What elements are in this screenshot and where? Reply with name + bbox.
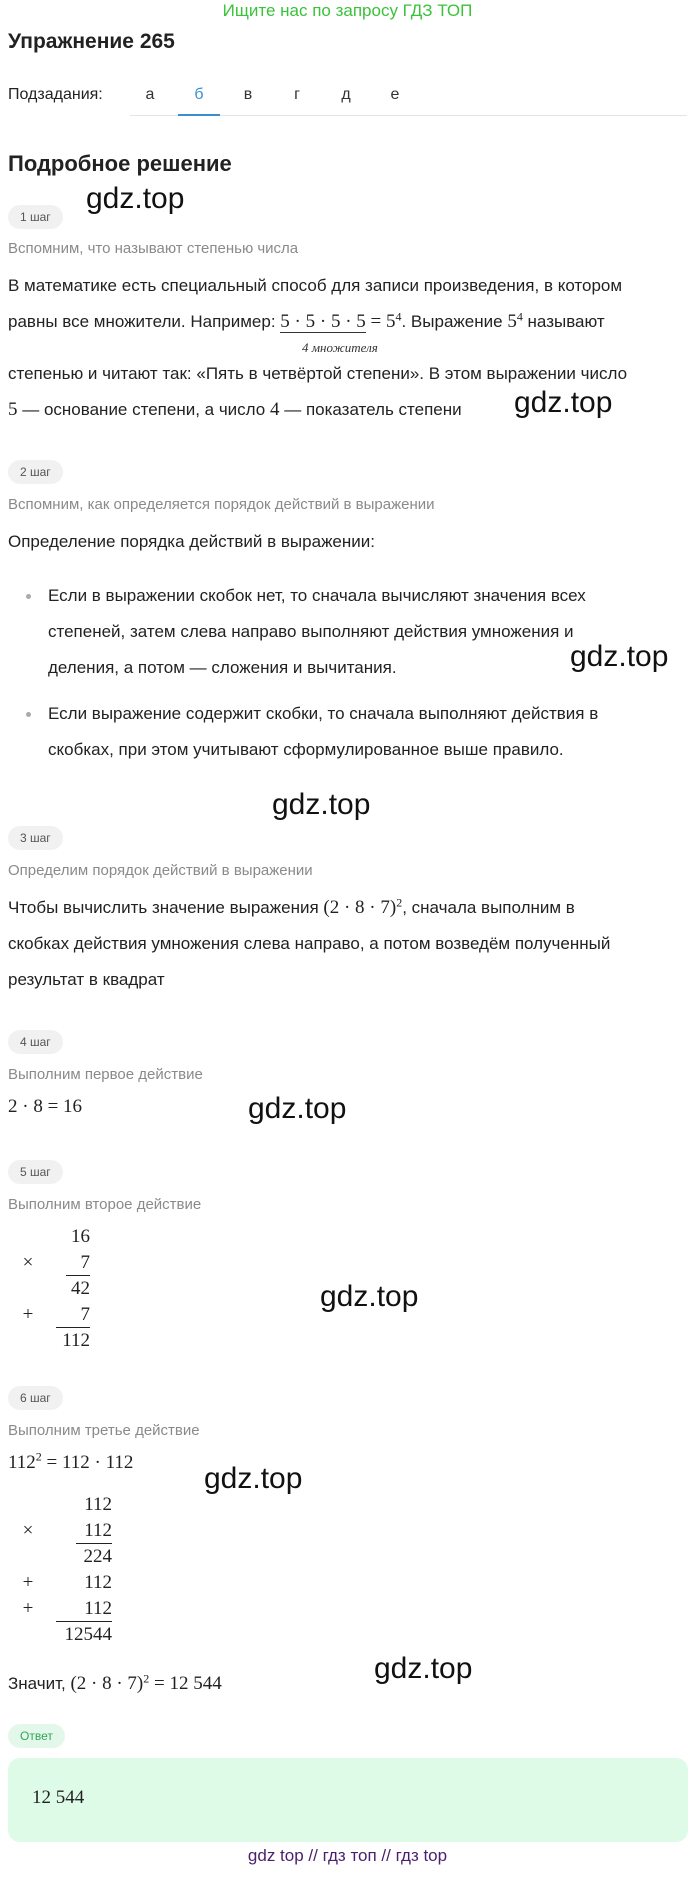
step3-text-b: , сначала выполним в bbox=[402, 898, 575, 917]
calc-row: 42 bbox=[71, 1278, 90, 1299]
expression-exponent: 2 bbox=[396, 895, 403, 910]
footer-links[interactable]: gdz top // гдз топ // гдз top bbox=[247, 1846, 448, 1865]
calc-row: 112 bbox=[84, 1520, 112, 1541]
square-base: 112 bbox=[8, 1452, 36, 1473]
calc-row: 112 bbox=[62, 1330, 90, 1351]
bullet2-line1: Если выражение содержит скобки, то сначала выполняют действия в bbox=[48, 704, 599, 723]
search-banner: Ищите нас по запросу ГДЗ ТОП bbox=[222, 1, 473, 20]
answer-badge: Ответ bbox=[8, 1724, 65, 1748]
step1-text-a: равны все множители. Например: bbox=[8, 312, 276, 331]
bullet1-line1: Если в выражении скобок нет, то сначала вычисляют значения всех bbox=[48, 586, 586, 605]
tab-b[interactable]: б bbox=[194, 86, 204, 103]
step-badge-4: 4 шаг bbox=[8, 1030, 63, 1054]
power-exponent: 4 bbox=[395, 309, 402, 324]
conclusion-exponent: 2 bbox=[143, 1671, 150, 1686]
page-title: Упражнение 265 bbox=[8, 30, 175, 53]
calc-row: 112 bbox=[84, 1598, 112, 1619]
watermark: gdz.top bbox=[248, 1092, 347, 1125]
answer-value: 12 544 bbox=[32, 1787, 85, 1808]
bullet2-line2: скобках, при этом учитывают сформулированное выше правило. bbox=[48, 740, 564, 759]
step3-line3: результат в квадрат bbox=[8, 970, 165, 989]
step1-text-line2 bbox=[8, 304, 688, 340]
step-badge-1: 1 шаг bbox=[8, 205, 63, 229]
step-badge-2: 2 шаг bbox=[8, 460, 63, 484]
bullet1-line3: деления, а потом — сложения и вычитания. bbox=[48, 658, 397, 677]
step1-text-e: — показатель степени bbox=[284, 400, 462, 419]
square-equation bbox=[8, 1449, 134, 1474]
step-title-3: Определим порядок действий в выражении bbox=[8, 862, 313, 879]
step-badge-6: 6 шаг bbox=[8, 1386, 63, 1410]
step1-text-b: . Выражение bbox=[401, 312, 503, 331]
tab-v[interactable]: в bbox=[243, 86, 253, 103]
power-base-exponent: 4 bbox=[516, 309, 523, 324]
tab-e[interactable]: е bbox=[390, 86, 400, 103]
exponent-four: 4 bbox=[269, 399, 280, 420]
conclusion-text: Значит, bbox=[8, 1674, 66, 1693]
watermark: gdz.top bbox=[320, 1280, 419, 1313]
answer-box bbox=[8, 1758, 688, 1842]
square-rest: = 112 · 112 bbox=[46, 1452, 134, 1473]
step1-text-line3: степенью и читают так: «Пять в четвёртой степени». В этом выражении число bbox=[8, 364, 628, 383]
watermark: gdz.top bbox=[272, 788, 371, 821]
step1-text-d: — основание степени, а число bbox=[22, 400, 266, 419]
calc-row: 224 bbox=[83, 1546, 112, 1567]
power-base: 5 bbox=[507, 311, 517, 332]
step3-line2: скобках действия умножения слева направо, а потом возведём полученный bbox=[8, 934, 611, 953]
product-expression: 5 · 5 · 5 · 5 bbox=[280, 311, 366, 332]
subtasks-label: Подзадания: bbox=[8, 86, 103, 103]
multiply-sign: × bbox=[22, 1520, 34, 1541]
watermark: gdz.top bbox=[514, 386, 613, 419]
plus-sign: + bbox=[22, 1304, 34, 1325]
tab-g[interactable]: г bbox=[294, 86, 300, 103]
step-title-1: Вспомним, что называют степенью числа bbox=[8, 240, 299, 257]
base-five: 5 bbox=[8, 399, 18, 420]
bullet1-line2: степеней, затем слева направо выполняют действия умножения и bbox=[48, 622, 574, 641]
watermark: gdz.top bbox=[570, 640, 669, 673]
step-title-4: Выполним первое действие bbox=[8, 1066, 203, 1083]
tab-d[interactable]: д bbox=[341, 86, 351, 103]
tab-a[interactable]: а bbox=[145, 86, 155, 103]
plus-sign: + bbox=[22, 1598, 34, 1619]
step1-text-c: называют bbox=[527, 312, 605, 331]
step-title-6: Выполним третье действие bbox=[8, 1422, 200, 1439]
solution-heading: Подробное решение bbox=[8, 151, 232, 176]
first-action-equation: 2 · 8 = 16 bbox=[8, 1096, 83, 1117]
calc-row: 12544 bbox=[64, 1624, 112, 1645]
bullet-icon bbox=[26, 594, 31, 599]
watermark: gdz.top bbox=[374, 1652, 473, 1685]
step-badge-3: 3 шаг bbox=[8, 826, 63, 850]
step3-line1 bbox=[8, 890, 688, 926]
underbrace-label: 4 множителя bbox=[302, 340, 378, 355]
step-title-2: Вспомним, как определяется порядок действий в выражении bbox=[8, 496, 435, 513]
plus-sign: + bbox=[22, 1572, 34, 1593]
step1-text-line1: В математике есть специальный способ для записи произведения, в котором bbox=[8, 276, 623, 295]
square-exponent: 2 bbox=[35, 1449, 42, 1464]
watermark: gdz.top bbox=[204, 1462, 303, 1495]
watermark: gdz.top bbox=[86, 182, 185, 215]
power-equals: = 5 bbox=[370, 311, 396, 332]
step-badge-5: 5 шаг bbox=[8, 1160, 63, 1184]
step3-text-a: Чтобы вычислить значение выражения bbox=[8, 898, 319, 917]
conclusion bbox=[8, 1666, 222, 1702]
calc-row: 112 bbox=[84, 1494, 112, 1515]
conclusion-expression: (2 · 8 · 7) bbox=[70, 1673, 144, 1694]
calc-row: 16 bbox=[71, 1226, 90, 1247]
multiply-sign: × bbox=[22, 1252, 34, 1273]
calc-row: 7 bbox=[80, 1252, 90, 1273]
calc-row: 112 bbox=[84, 1572, 112, 1593]
bullet-icon bbox=[26, 712, 31, 717]
active-tab-indicator bbox=[178, 114, 220, 116]
calc-row: 7 bbox=[80, 1304, 90, 1325]
conclusion-result: = 12 544 bbox=[154, 1673, 222, 1694]
step-title-5: Выполним второе действие bbox=[8, 1196, 202, 1213]
step2-intro: Определение порядка действий в выражении: bbox=[8, 532, 375, 551]
expression: (2 · 8 · 7) bbox=[323, 897, 397, 918]
